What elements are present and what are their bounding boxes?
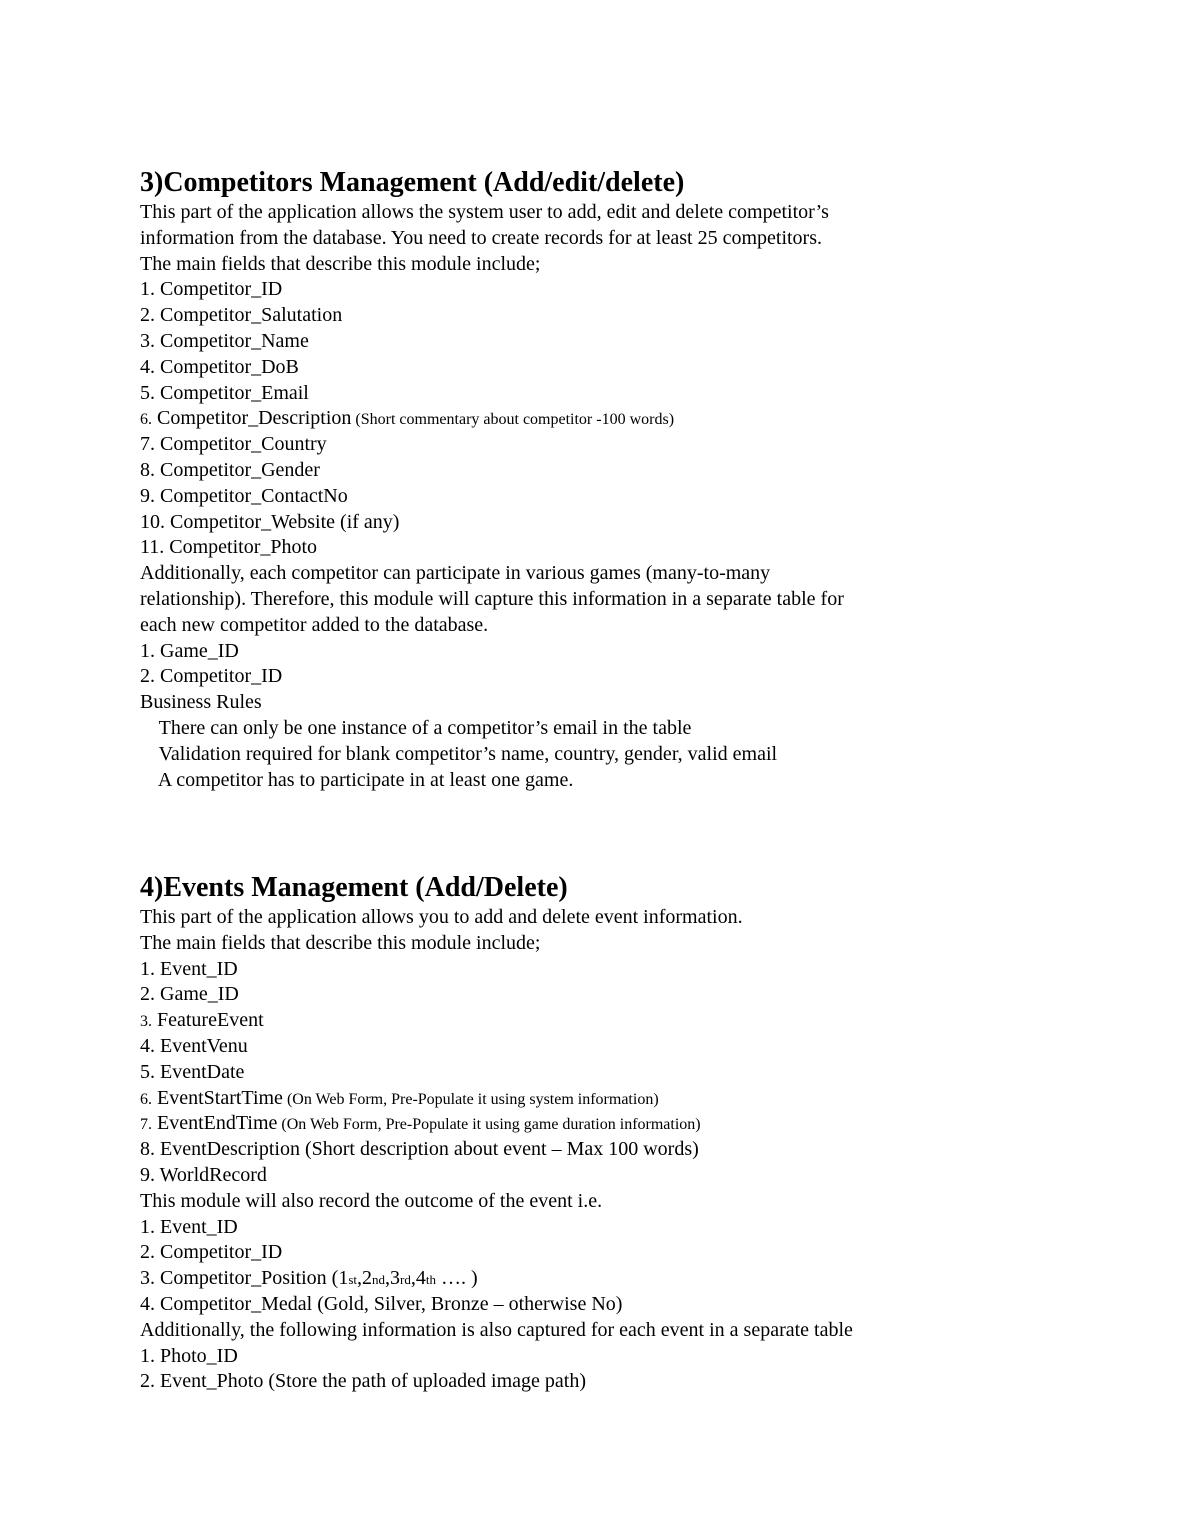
field-item: 8. Competitor_Gender [140, 458, 320, 481]
ordinal-separator: , [357, 1267, 363, 1290]
rule-item [140, 716, 960, 742]
field-item [140, 1086, 960, 1112]
field-item: 4. Competitor_DoB [140, 355, 299, 378]
paragraph-line: information from the database. You need to create records for at least 25 competitors. [140, 226, 823, 249]
field-item: 2. Competitor_Salutation [140, 304, 343, 327]
field-item: 10. Competitor_Website (if any) [140, 510, 400, 533]
field-item: 2. Game_ID [140, 983, 239, 1006]
rules-heading: Business Rules [140, 691, 262, 714]
ordinal-suffix: st [348, 1272, 358, 1288]
field-item: 4. Competitor_Medal (Gold, Silver, Bronze – otherwise No) [140, 1292, 623, 1315]
field-item: 5. EventDate [140, 1060, 245, 1083]
field-name: EventEndTime [152, 1112, 278, 1135]
paragraph-line: each new competitor added to the database. [140, 613, 489, 636]
paragraph-line: relationship). Therefore, this module will capture this information in a separate table for [140, 587, 844, 610]
field-note: (On Web Form, Pre-Populate it using system information) [282, 1090, 659, 1108]
field-item [140, 1111, 960, 1137]
field-item-position [140, 1266, 960, 1292]
field-item: 3. Competitor_Name [140, 329, 309, 352]
field-item: 5. Competitor_Email [140, 381, 309, 404]
field-number: 6. [140, 1090, 152, 1108]
field-item: 1. Competitor_ID [140, 278, 283, 301]
field-item: 1. Event_ID [140, 1215, 238, 1238]
field-item: 2. Competitor_ID [140, 1241, 283, 1264]
ordinal-number: 2 [362, 1267, 373, 1290]
position-suffix: …. ) [435, 1267, 478, 1290]
ordinal-suffix: nd [372, 1272, 386, 1288]
field-note: (Short commentary about competitor -100 words) [351, 411, 675, 429]
ordinal-separator: , [410, 1267, 416, 1290]
field-item [140, 1008, 960, 1034]
field-item: 8. EventDescription (Short description about event – Max 100 words) [140, 1138, 699, 1161]
paragraph-line: The main fields that describe this module include; [140, 252, 541, 275]
field-item: 1. Event_ID [140, 957, 238, 980]
events-section [140, 871, 960, 1395]
paragraph-line: This part of the application allows the system user to add, edit and delete competitor’s [140, 201, 829, 223]
rule-item [140, 768, 960, 794]
field-number: 3. [140, 1013, 152, 1031]
ordinal-suffix: rd [400, 1272, 411, 1288]
paragraph-line: The main fields that describe this module include; [140, 931, 541, 954]
paragraph-line: Additionally, the following information is also captured for each event in a separate table [140, 1318, 853, 1341]
field-item: 9. Competitor_ContactNo [140, 484, 348, 507]
ordinal-number: 3 [390, 1267, 401, 1290]
field-item [140, 406, 960, 432]
field-name: Competitor_Description [152, 407, 352, 430]
field-name: EventStartTime [152, 1086, 283, 1109]
field-item: 4. EventVenu [140, 1034, 248, 1057]
paragraph-line: This module will also record the outcome of the event i.e. [140, 1189, 603, 1212]
section-heading: 3)Competitors Management (Add/edit/delete) [140, 167, 685, 198]
field-note: (On Web Form, Pre-Populate it using game duration information) [277, 1116, 701, 1134]
section-heading: 4)Events Management (Add/Delete) [140, 872, 568, 903]
ordinal-suffix: th [425, 1272, 436, 1288]
rule-text: A competitor has to participate in at least one game. [154, 768, 574, 791]
field-item: 2. Event_Photo (Store the path of uploaded image path) [140, 1370, 587, 1393]
ordinal-separator: , [385, 1267, 391, 1290]
ordinal-number: 4 [415, 1267, 426, 1290]
field-item: 2. Competitor_ID [140, 665, 283, 688]
field-name: FeatureEvent [152, 1009, 264, 1032]
paragraph-line: Additionally, each competitor can participate in various games (many-to-many [140, 562, 771, 585]
field-item: 7. Competitor_Country [140, 433, 327, 456]
rule-text: Validation required for blank competitor’s name, country, gender, valid email [154, 742, 778, 765]
position-prefix: 3. Competitor_Position ( [140, 1267, 339, 1290]
field-item: 9. WorldRecord [140, 1163, 267, 1186]
paragraph-line: This part of the application allows you to add and delete event information. [140, 906, 743, 928]
field-item: 11. Competitor_Photo [140, 536, 318, 559]
ordinal-number: 1 [338, 1267, 349, 1290]
competitors-section [140, 166, 960, 793]
field-item: 1. Photo_ID [140, 1344, 238, 1367]
field-number: 7. [140, 1116, 152, 1134]
field-number: 6. [140, 411, 152, 429]
field-item: 1. Game_ID [140, 639, 239, 662]
rule-text: There can only be one instance of a competitor’s email in the table [154, 716, 692, 739]
rule-item [140, 742, 960, 768]
